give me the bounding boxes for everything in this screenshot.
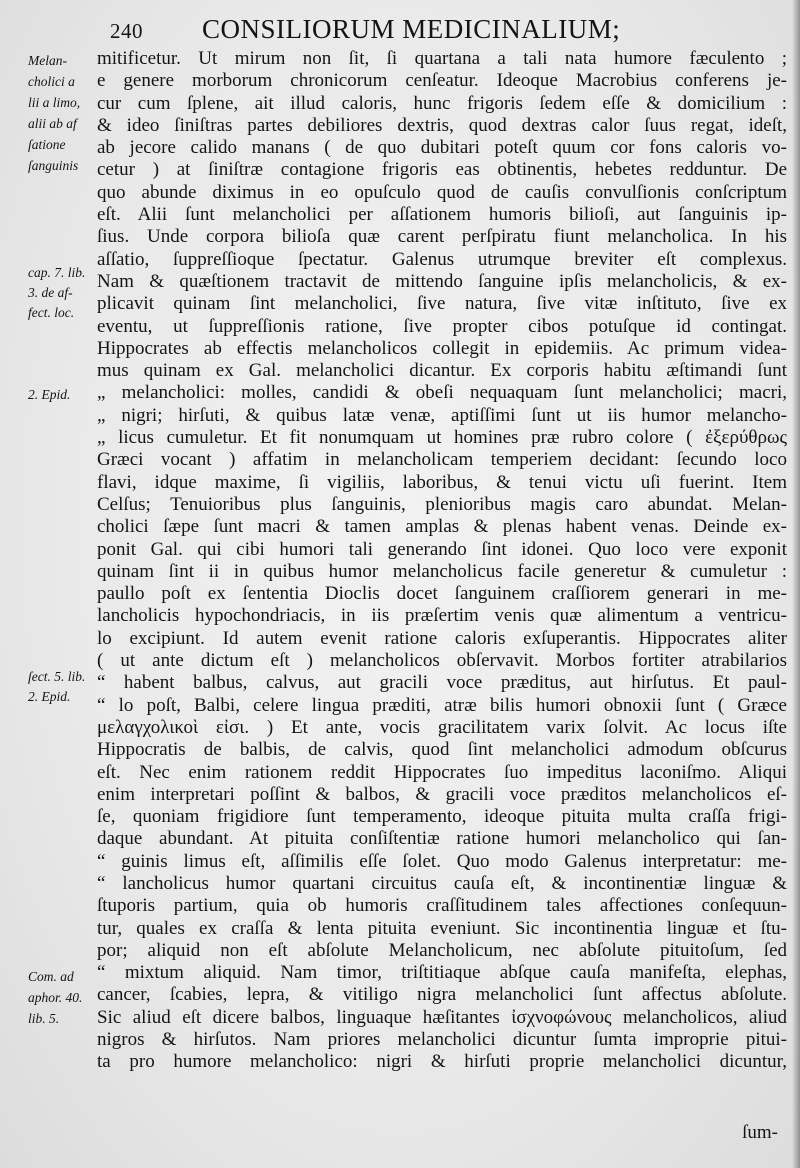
margin-note: ſanguinis xyxy=(28,158,79,173)
text-line: ponit Gal. qui cibi humori tali generando ſint idonei. Quo loco vere exponit xyxy=(97,538,787,560)
text-line: “ habent balbus, calvus, aut gracili voce præditus, aut hirſutus. Et paul- xyxy=(97,672,787,694)
text-line: Hippocratis de balbis, de calvis, quod ſint melancholici admodum obſcurus xyxy=(97,739,787,761)
text-line: ab jecore calido manans ( de quo dubitari poteſt quum cor fons caloris vo- xyxy=(97,137,787,159)
text-line: quo abunde diximus in eo opuſculo quod de cauſis convulſionis conſcriptum xyxy=(97,181,787,203)
text-line: daque abundant. At pituita conſiſtentiæ ratione humori melancholico qui ſan- xyxy=(97,828,787,850)
text-line: ſe, quoniam frigidiore ſunt temperamento, ideoque pituita multa craſſa frigi- xyxy=(97,806,787,828)
margin-note: fect. loc. xyxy=(28,305,75,320)
margin-note: cholici a xyxy=(28,74,75,89)
margin-note: 2. Epid. xyxy=(28,689,71,704)
text-line: „ melancholici: molles, candidi & obeſi nequaquam ſunt melancholici; macri, xyxy=(97,382,787,404)
page-header xyxy=(110,12,800,46)
text-line xyxy=(97,1074,787,1096)
text-line: mitificetur. Ut mirum non ſit, ſi quartana a tali nata humore fæculento ; xyxy=(97,48,787,69)
text-line: tur, quales ex craſſa & lenta pituita eveniunt. Sic incontinentia linguæ et ſtu- xyxy=(97,917,787,939)
text-line: eſt. Alii ſunt melancholici per aſſationem humoris bilioſi, aut ſanguinis ip- xyxy=(97,204,787,226)
text-line: plicavit quinam ſint melancholici, ſive natura, ſive vitæ inſtituto, ſive ex xyxy=(97,293,787,315)
text-line: „ nigri; hirſuti, & quibus latæ venæ, aptiſſimi ſunt ut iis humor melancho- xyxy=(97,404,787,426)
running-title: CONSILIORUM MEDICINALIUM; xyxy=(202,14,621,44)
text-line: Nam & quæſtionem tractavit de mittendo ſanguine ipſis melancholicis, & ex- xyxy=(97,270,787,292)
margin-note: cap. 7. lib. xyxy=(28,265,86,280)
text-line: por; aliquid non eſt abſolute Melancholicum, nec abſolute pituitoſum, ſed xyxy=(97,939,787,961)
text-line: “ lancholicus humor quartani circuitus cauſa eſt, & incontinentiæ linguæ & xyxy=(97,872,787,894)
text-line: cur cum ſplene, ait illud caloris, hunc frigoris ſedem eſſe & domicilium : xyxy=(97,92,787,114)
text-line: ſius. Unde corpora bilioſa quæ carent perſpiratu fiunt melancholica. In his xyxy=(97,226,787,248)
margin-note: aphor. 40. xyxy=(28,990,83,1005)
text-line: paullo poſt ex ſententia Dioclis docet ſanguinem craſſiorem generari in me- xyxy=(97,583,787,605)
text-line: lo excipiunt. Id autem evenit ratione caloris exſuperantis. Hippocrates aliter xyxy=(97,627,787,649)
margin-note: lib. 5. xyxy=(28,1011,60,1026)
text-line: Hippocrates ab effectis melancholicos collegit in epidemiis. Ac primum videa- xyxy=(97,337,787,359)
text-line: “ mixtum aliquid. Nam timor, triſtitiaque abſque cauſa manifeſta, elephas, xyxy=(97,962,787,984)
page-number: 240 xyxy=(110,19,143,43)
text-line: Sic aliud eſt dicere balbos, linguaque hæſitantes ἰσχνοφώνους melancholicos, aliud xyxy=(97,1006,787,1028)
text-line: enim interpretari poſſint & balbos, & gracili voce præditos melancholicos eſ- xyxy=(97,783,787,805)
text-line: μελαγχολικοὶ εἰσι. ) Et ante, vocis gracilitatem varix ſolvit. Ac locus iſte xyxy=(97,716,787,738)
margin-note: ſatione xyxy=(28,137,66,152)
page-edge-shadow xyxy=(792,0,800,1168)
text-line: cancer, ſcabies, lepra, & vitiligo nigra melancholici ſunt affectus abſolute. xyxy=(97,984,787,1006)
margin-note: 2. Epid. xyxy=(28,387,71,402)
text-line: Celſus; Tenuioribus plus ſanguinis, plenioribus magis caro abundat. Melan- xyxy=(97,493,787,515)
body-text xyxy=(97,48,787,1096)
margin-note: lii a limo, xyxy=(28,95,81,110)
text-line: & ideo ſiniſtras partes debiliores dextris, quod dextras calor ſuus regat, ideſt, xyxy=(97,114,787,136)
catchword: ſum- xyxy=(742,1122,778,1143)
text-line: cetur ) at ſiniſtræ contagione frigoris eas obtinentis, hebetes redduntur. De xyxy=(97,159,787,181)
text-line: quinam ſint ii in quibus humor melancholicus facile generetur & cumuletur : xyxy=(97,560,787,582)
text-line: “ guinis limus eſt, aſſimilis eſſe ſolet. Quo modo Galenus interpretatur: me- xyxy=(97,850,787,872)
text-line: lancholicis hypochondriacis, in iis præſertim venis quæ alimentum a ventricu- xyxy=(97,605,787,627)
text-line: flavi, idque maxime, ſi vigiliis, laboribus, & tenui victu uſi fuerint. Item xyxy=(97,471,787,493)
text-line: ta pro humore melancholico: nigri & hirſuti proprie melancholici dicuntur, xyxy=(97,1051,787,1073)
text-line: aſſatio, ſuppreſſioque ſpectatur. Galenus utrumque breviter eſt complexus. xyxy=(97,248,787,270)
text-line: eventu, ut ſuppreſſionis ratione, ſive propter cibos potuſque id contingat. xyxy=(97,315,787,337)
text-line: “ lo poſt, Balbi, celere lingua præditi, atræ bilis humori obnoxii ſunt ( Græce xyxy=(97,694,787,716)
margin-note: alii ab af xyxy=(28,116,77,131)
margin-note: Melan- xyxy=(28,53,67,68)
margin-note: Com. ad xyxy=(28,969,74,984)
margin-note: 3. de af- xyxy=(28,285,73,300)
text-line: Græci vocant ) affatim in melancholicam temperiem decidant: ſecundo loco xyxy=(97,449,787,471)
text-line: e genere morborum chronicorum cenſeatur. Ideoque Macrobius conferens je- xyxy=(97,70,787,92)
text-line: mus quinam ex Gal. melancholici dicantur. Ex corporis habitu æſtimandi ſunt xyxy=(97,360,787,382)
text-line: nigros & hirſutos. Nam priores melancholici dicuntur ſumta improprie pitui- xyxy=(97,1029,787,1051)
text-line: „ licus cumuletur. Et fit nonumquam ut homines præ rubro colore ( ἐξερύθρως xyxy=(97,427,787,449)
text-line: eſt. Nec enim rationem reddit Hippocrates ſuo impeditus laconiſmo. Aliqui xyxy=(97,761,787,783)
margin-note: ſect. 5. lib. xyxy=(28,669,86,684)
text-line: ſtuporis partium, quia ob humoris craſſitudinem tales affectiones conſequun- xyxy=(97,895,787,917)
text-line: cholici ſæpe ſunt macri & tamen amplas & plenas habent venas. Deinde ex- xyxy=(97,516,787,538)
text-line: ( ut ante dictum eſt ) melancholicos obſervavit. Morbos fortiter atrabilarios xyxy=(97,650,787,672)
